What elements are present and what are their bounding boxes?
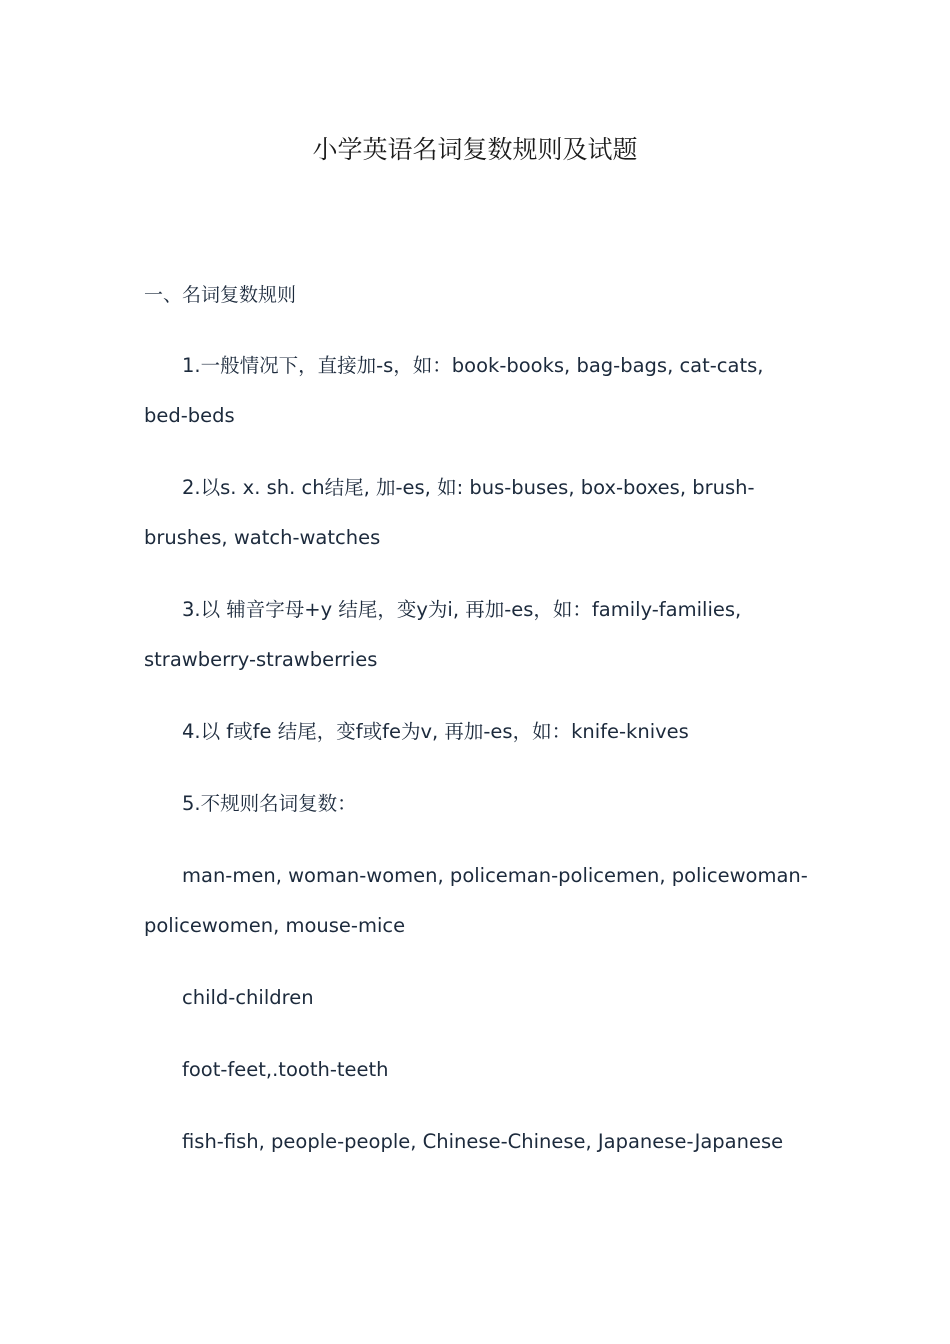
irregular-list-line-3: foot-feet,.tooth-teeth	[182, 1058, 389, 1081]
rule-paragraph-4: 4.以 f或fe 结尾，变f或fe为v, 再加-es，如：knife-knives	[182, 720, 689, 743]
rule-paragraph-1: 1.一般情况下，直接加-s，如：book-books, bag-bags, cat-cats, bed-beds	[144, 354, 764, 427]
rule-paragraph-2: 2.以s. x. sh. ch结尾, 加-es, 如: bus-buses, box-boxes, brush-brushes, watch-watches	[144, 476, 755, 549]
irregular-list-line-1: man-men, woman-women, policeman-policemen, policewoman-policewomen, mouse-mice	[144, 864, 808, 937]
rule-paragraph-3: 3.以 辅音字母+y 结尾，变y为i, 再加-es，如：family-families, strawberry-strawberries	[144, 598, 742, 671]
irregular-list-line-2: child-children	[182, 986, 314, 1009]
rule-paragraph-5: 5.不规则名词复数：	[182, 792, 357, 815]
section-heading: 一、名词复数规则	[144, 284, 297, 306]
document-title: 小学英语名词复数规则及试题	[312, 135, 638, 164]
irregular-list-line-4: fish-fish, people-people, Chinese-Chinese, Japanese-Japanese	[182, 1130, 784, 1153]
